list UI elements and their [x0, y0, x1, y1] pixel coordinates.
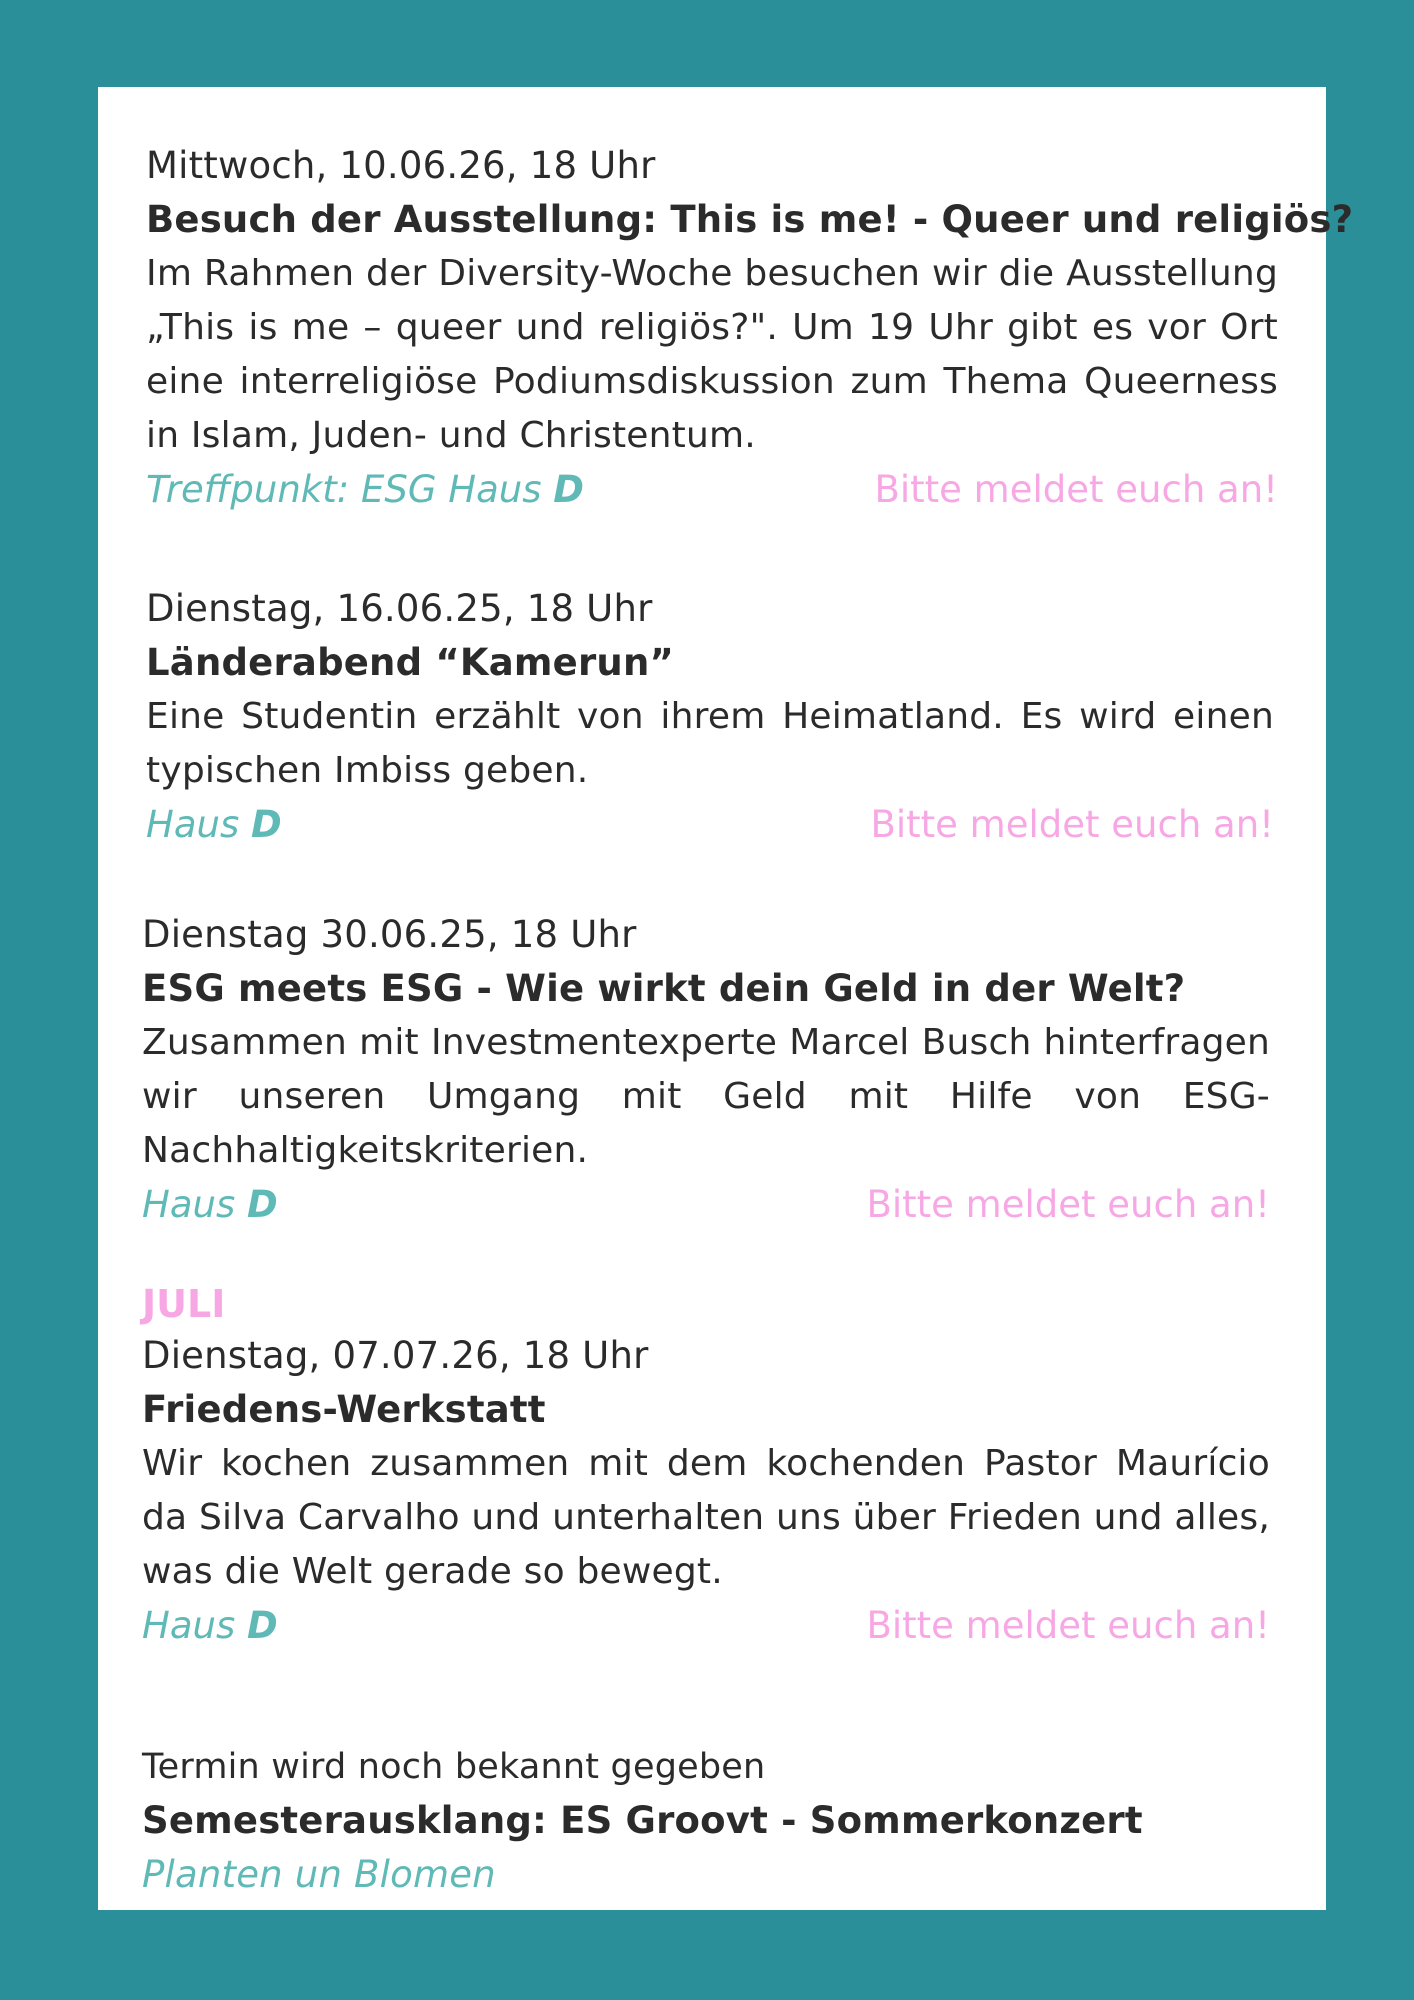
event-date: Termin wird noch bekannt gegeben	[142, 1747, 766, 1787]
event-title: Friedens-Werkstatt	[142, 1388, 546, 1431]
event-signup-note: Bitte meldet euch an!	[866, 1183, 1270, 1226]
event-place-text: Haus	[142, 1604, 236, 1647]
month-heading: JULI	[142, 1282, 226, 1326]
event-signup-note: Bitte meldet euch an!	[874, 468, 1278, 511]
event-place-letter: D	[247, 1604, 278, 1647]
event-footer	[142, 1599, 1270, 1653]
event-place	[146, 798, 282, 852]
event-signup-note: Bitte meldet euch an!	[866, 1604, 1270, 1647]
event-place-text: Haus	[142, 1183, 236, 1226]
event-item	[142, 908, 1270, 1232]
event-title: Länderabend “Kamerun”	[146, 641, 675, 684]
event-item	[146, 582, 1274, 852]
event-place-text: Treffpunkt: ESG Haus	[146, 468, 542, 511]
event-title: Semesterausklang: ES Groovt - Sommerkonzert	[142, 1799, 1143, 1842]
event-title: ESG meets ESG - Wie wirkt dein Geld in der Welt?	[142, 967, 1186, 1010]
event-description: Eine Studentin erzählt von ihrem Heimatland. Es wird einen typischen Imbiss geben.	[146, 696, 1274, 791]
event-place-letter: D	[553, 468, 584, 511]
event-place-text: Haus	[146, 803, 240, 846]
event-place	[142, 1599, 278, 1653]
event-footer	[146, 463, 1278, 517]
event-date: Mittwoch, 10.06.26, 18 Uhr	[146, 144, 656, 187]
event-place-letter: D	[251, 803, 282, 846]
event-item	[142, 1279, 1270, 1653]
event-footer	[146, 798, 1274, 852]
event-item	[146, 139, 1354, 517]
event-signup-note: Bitte meldet euch an!	[870, 803, 1274, 846]
event-description: Zusammen mit Investmentexperte Marcel Busch hinterfragen wir unseren Umgang mit Geld mit Hilfe von ESG-Nachhaltigkeitskriterien.	[142, 1022, 1270, 1171]
event-description: Im Rahmen der Diversity-Woche besuchen wir die Ausstellung „This is me – queer und religiös?". Um 19 Uhr gibt es vor Ort eine interreligiöse Podiumsdiskussion zum Thema Queerness in Islam, Juden- und Christentum.	[146, 253, 1278, 456]
event-description: Wir kochen zusammen mit dem kochenden Pastor Maurício da Silva Carvalho und unterhalten uns über Frieden und alles, was die Welt gerade so bewegt.	[142, 1443, 1270, 1592]
event-place-letter: D	[247, 1183, 278, 1226]
event-place	[146, 463, 584, 517]
event-place	[142, 1178, 278, 1232]
event-date: Dienstag, 16.06.25, 18 Uhr	[146, 587, 653, 630]
event-footer	[142, 1178, 1270, 1232]
event-date: Dienstag, 07.07.26, 18 Uhr	[142, 1334, 649, 1377]
event-item	[142, 1740, 1270, 1902]
event-date: Dienstag 30.06.25, 18 Uhr	[142, 913, 637, 956]
program-card	[98, 87, 1354, 1910]
event-title: Besuch der Ausstellung: This is me! - Queer und religiös?	[146, 198, 1354, 241]
event-place: Planten un Blomen	[142, 1853, 496, 1896]
